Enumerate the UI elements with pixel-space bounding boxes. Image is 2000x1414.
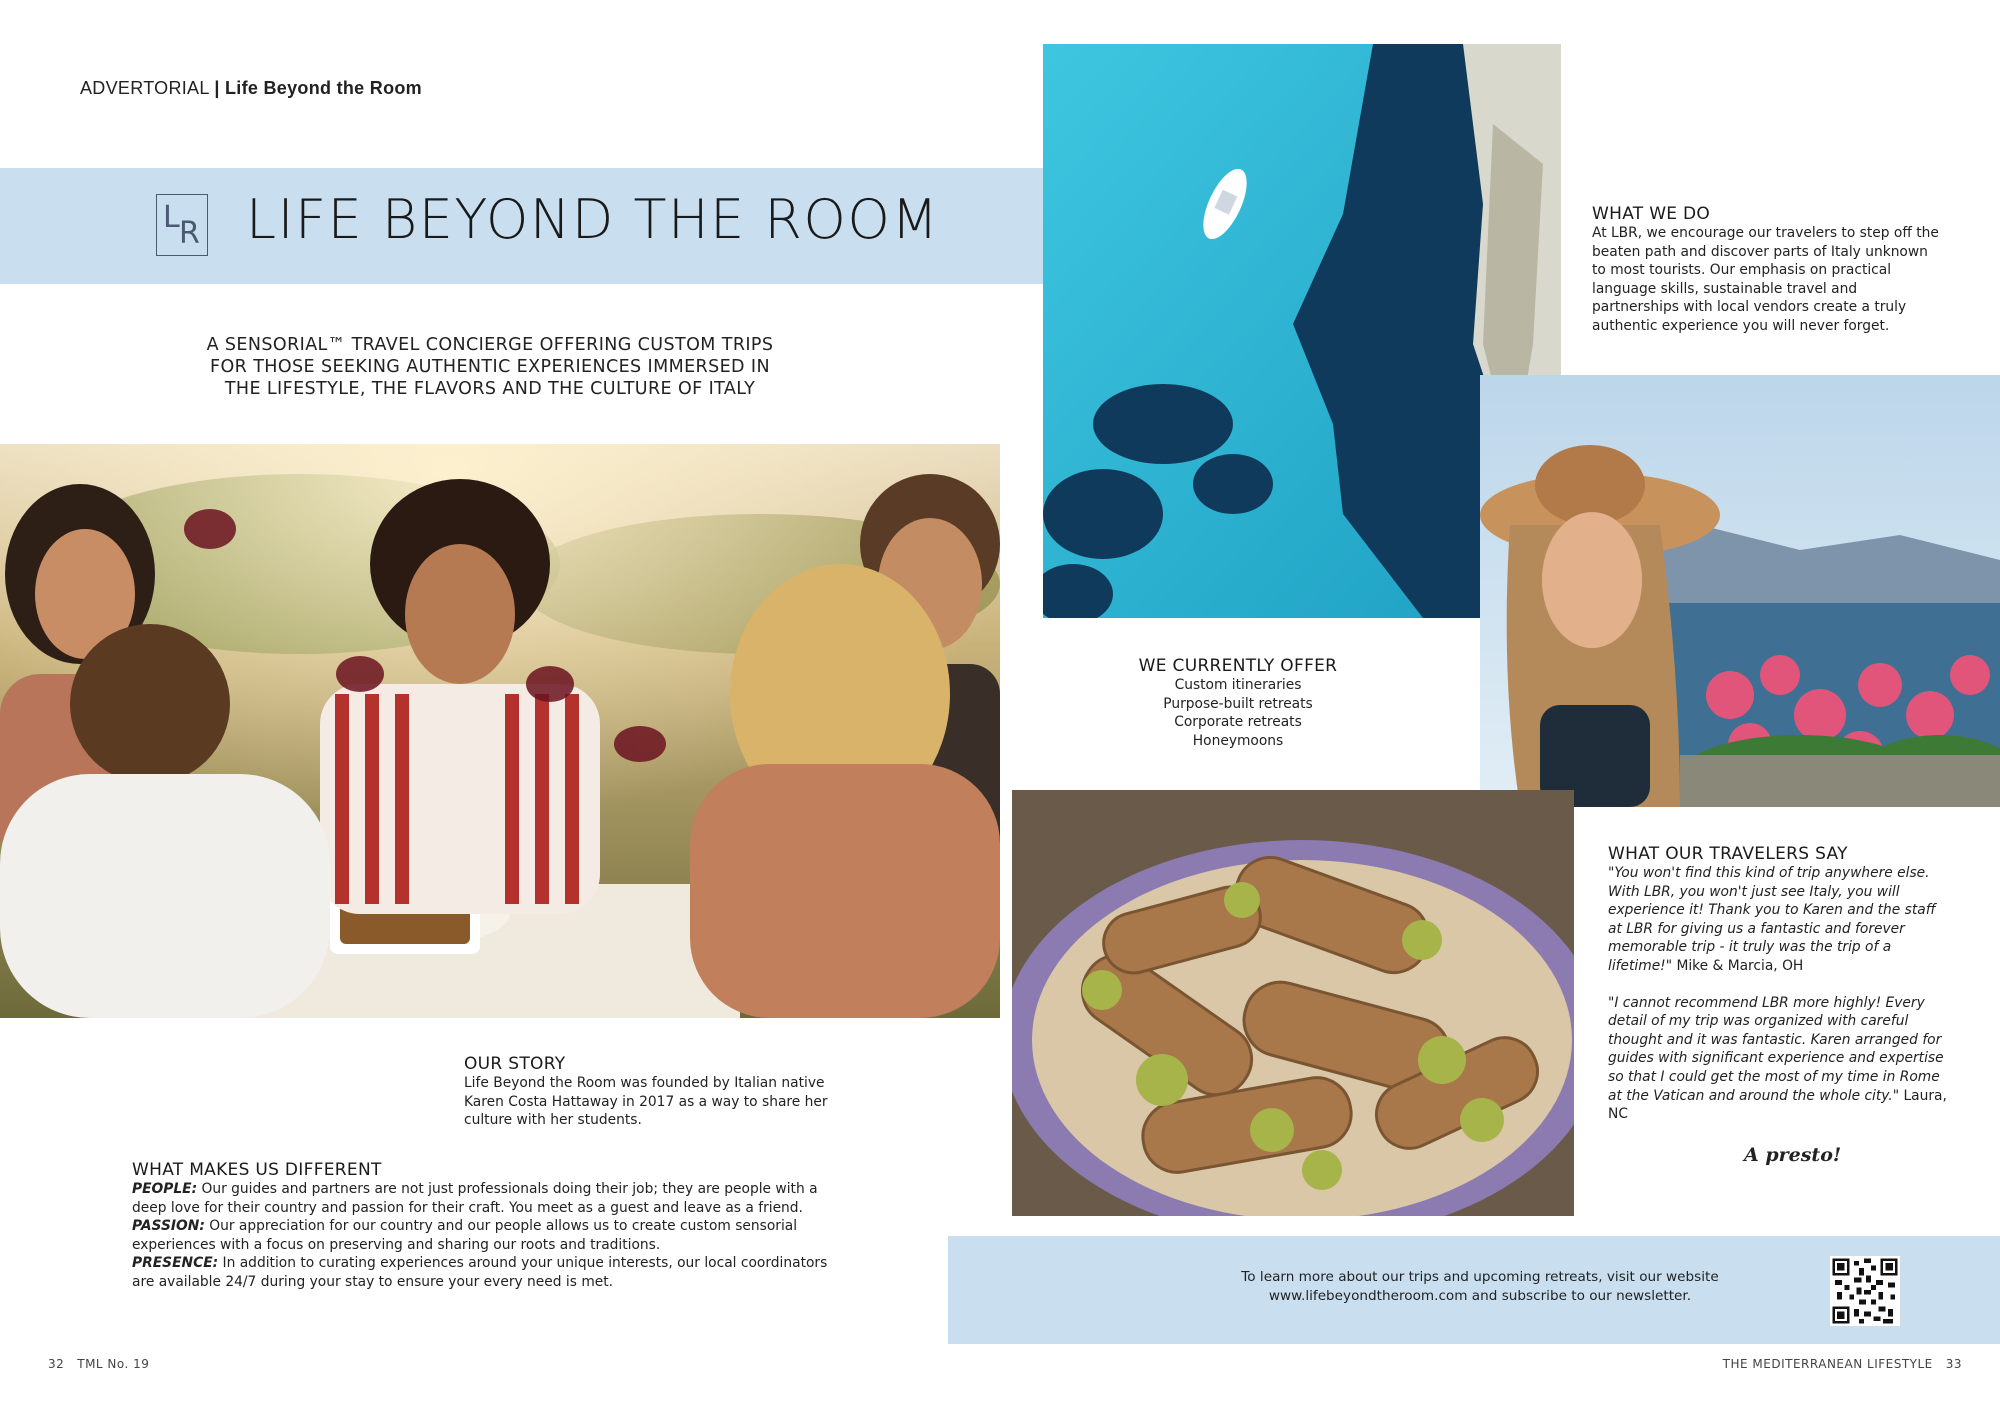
tagline-line: A SENSORIAL™ TRAVEL CONCIERGE OFFERING CUSTOM TRIPS	[206, 335, 774, 355]
page-number-right	[1722, 1357, 1962, 1371]
offer-item: Corporate retreats	[1174, 714, 1302, 731]
passion-label: PASSION:	[132, 1218, 205, 1235]
what-we-do-heading: WHAT WE DO	[1592, 204, 1711, 224]
our-story-heading: OUR STORY	[464, 1054, 566, 1074]
offer-item: Honeymoons	[1192, 732, 1284, 749]
page-number: 32	[48, 1357, 65, 1371]
lbr-logo	[156, 194, 208, 256]
footer-line: To learn more about our trips and upcoming retreats, visit our website	[1241, 1269, 1719, 1285]
page-title: LIFE BEYOND THE ROOM	[246, 188, 940, 251]
dinner-party-photo	[0, 444, 1000, 1018]
offer-item: Purpose-built retreats	[1163, 695, 1313, 712]
tagline	[180, 334, 800, 400]
logo-letter-l: L	[163, 200, 180, 235]
our-story-text: Life Beyond the Room was founded by Italian native Karen Costa Hattaway in 2017 as a way to share her culture with her students.	[464, 1075, 828, 1129]
different-heading: WHAT MAKES US DIFFERENT	[132, 1160, 382, 1180]
page-number: 33	[1945, 1357, 1962, 1371]
offer-section	[1118, 656, 1358, 750]
our-story-section	[464, 1054, 834, 1130]
people-label: PEOPLE:	[132, 1181, 198, 1197]
woman-lake-photo	[1480, 375, 2000, 807]
tagline-line: THE LIFESTYLE, THE FLAVORS AND THE CULTURE OF ITALY	[224, 379, 756, 399]
different-section	[132, 1160, 832, 1292]
advertorial-header	[80, 78, 422, 99]
different-people	[132, 1180, 832, 1217]
what-we-do-text: At LBR, we encourage our travelers to step off the beaten path and discover parts of Italy unknown to most tourists. Our emphasis on practical language skills, sustainable travel and partnerships with local vendors create a truly authentic experience you will never forget.	[1592, 225, 1939, 334]
testimonials-section	[1608, 844, 1948, 1124]
section-label: ADVERTORIAL	[80, 78, 210, 98]
qr-code[interactable]	[1830, 1256, 1900, 1326]
tagline-line: FOR THOSE SEEKING AUTHENTIC EXPERIENCES IMMERSED IN	[210, 357, 770, 377]
what-we-do-section	[1592, 204, 1942, 336]
testimonial-1	[1608, 864, 1948, 976]
testimonial-author: Laura, NC	[1608, 1087, 1947, 1123]
testimonial-author: Mike & Marcia, OH	[1672, 957, 1804, 974]
offer-heading: WE CURRENTLY OFFER	[1138, 656, 1338, 676]
brand-name: Life Beyond the Room	[224, 78, 422, 98]
page-number-left	[48, 1357, 149, 1371]
footer-text	[1220, 1268, 1740, 1306]
header-separator: |	[214, 78, 220, 98]
footer-website[interactable]: www.lifebeyondtheroom.com and subscribe to our newsletter.	[1268, 1288, 1692, 1304]
presence-text: In addition to curating experiences around your unique interests, our local coordinators are available 24/7 during your stay to ensure your every need is met.	[132, 1255, 828, 1290]
cannoli-photo	[1012, 790, 1574, 1216]
testimonial-quote: "You won't find this kind of trip anywhere else. With LBR, you won't just see Italy, you will experience it! Thank you to Karen and the staff at LBR for giving us a fantastic and forever memorable trip - it truly was the trip of a lifetime!"	[1608, 865, 1936, 974]
testimonial-quote: "I cannot recommend LBR more highly! Every detail of my trip was organized with careful thought and it was fantastic. Karen arranged for guides with significant experience and expertise so that I could get the most of my time in Rome at the Vatican and around the whole city."	[1608, 994, 1944, 1104]
different-presence	[132, 1254, 832, 1291]
different-passion	[132, 1217, 832, 1254]
testimonials-heading: WHAT OUR TRAVELERS SAY	[1608, 844, 1848, 864]
passion-text: Our appreciation for our country and our people allows us to create custom sensorial experiences with a focus on preserving and sharing our roots and traditions.	[132, 1218, 798, 1253]
people-text: Our guides and partners are not just professionals doing their job; they are people with a deep love for their country and passion for their craft. You meet as a guest and leave as a friend.	[132, 1181, 818, 1216]
presence-label: PRESENCE:	[132, 1255, 219, 1272]
signoff-signature: A presto!	[1744, 1144, 1842, 1166]
offer-item: Custom itineraries	[1174, 677, 1302, 693]
logo-letter-r: R	[179, 216, 200, 251]
magazine-name: THE MEDITERRANEAN LIFESTYLE	[1722, 1357, 1933, 1371]
testimonial-2	[1608, 994, 1948, 1124]
magazine-issue: TML No. 19	[77, 1357, 150, 1371]
